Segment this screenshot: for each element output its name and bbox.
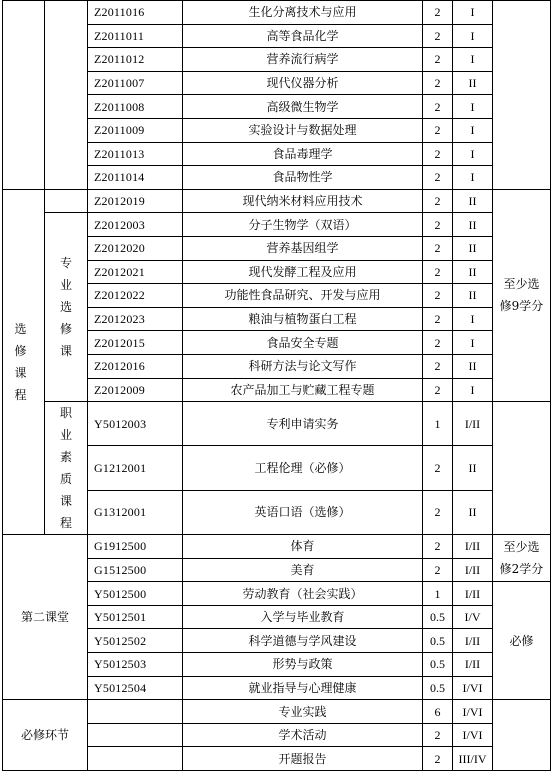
- course-credits: 2: [423, 48, 453, 72]
- course-name: 就业指导与心理健康: [183, 676, 423, 700]
- course-credits: 2: [423, 24, 453, 48]
- category-required-links: 必修环节: [3, 700, 88, 771]
- course-code: [88, 723, 183, 747]
- course-name: 英语口语（选修）: [183, 490, 423, 534]
- course-semester: I/V: [453, 605, 493, 629]
- course-credits: 1: [423, 402, 453, 446]
- course-semester: I/VI: [453, 676, 493, 700]
- course-semester: I: [453, 95, 493, 119]
- course-credits: 2: [423, 213, 453, 237]
- course-code: Y5012503: [88, 653, 183, 677]
- course-code: Z2012019: [88, 189, 183, 213]
- course-semester: III/IV: [453, 747, 493, 771]
- course-credits: 2: [423, 118, 453, 142]
- course-credits: 2: [423, 166, 453, 190]
- course-semester: I: [453, 24, 493, 48]
- course-name: 科学道德与学风建设: [183, 629, 423, 653]
- course-credits: 0.5: [423, 676, 453, 700]
- course-credits: 2: [423, 747, 453, 771]
- course-semester: I/II: [453, 653, 493, 677]
- course-code: Z2011013: [88, 142, 183, 166]
- course-semester: II: [453, 446, 493, 490]
- course-name: 高级微生物学: [183, 95, 423, 119]
- course-credits: 2: [423, 723, 453, 747]
- course-credits: 2: [423, 71, 453, 95]
- remark-blank-top: [493, 1, 551, 190]
- course-semester: I/II: [453, 629, 493, 653]
- course-semester: I/II: [453, 582, 493, 606]
- course-code: Z2012023: [88, 307, 183, 331]
- course-name: 食品安全专题: [183, 331, 423, 355]
- course-name: 入学与毕业教育: [183, 605, 423, 629]
- course-semester: I/II: [453, 402, 493, 446]
- course-code: Y5012501: [88, 605, 183, 629]
- course-semester: I/II: [453, 535, 493, 559]
- course-semester: I: [453, 1, 493, 25]
- course-credits: 2: [423, 95, 453, 119]
- course-semester: II: [453, 260, 493, 284]
- course-name: 生化分离技术与应用: [183, 1, 423, 25]
- course-name: 营养流行病学: [183, 48, 423, 72]
- course-semester: II: [453, 284, 493, 308]
- table-row: [3, 402, 551, 446]
- course-semester: I: [453, 118, 493, 142]
- course-name: 开题报告: [183, 747, 423, 771]
- course-code: G1512500: [88, 558, 183, 582]
- course-code: Z2012022: [88, 284, 183, 308]
- subcategory-major-elective: 专业选修课: [45, 213, 88, 402]
- course-credits: 6: [423, 700, 453, 724]
- course-code: Z2011014: [88, 166, 183, 190]
- course-semester: I/VI: [453, 723, 493, 747]
- course-name: 科研方法与论文写作: [183, 354, 423, 378]
- course-credits: 2: [423, 1, 453, 25]
- course-code: G1912500: [88, 535, 183, 559]
- course-credits: 2: [423, 490, 453, 534]
- course-semester: I: [453, 142, 493, 166]
- course-name: 形势与政策: [183, 653, 423, 677]
- course-name: 工程伦理（必修）: [183, 446, 423, 490]
- course-semester: I: [453, 331, 493, 355]
- course-credits: 2: [423, 378, 453, 402]
- subcategory-blank-upper: [45, 189, 88, 213]
- course-name: 体育: [183, 535, 423, 559]
- course-name: 现代仪器分析: [183, 71, 423, 95]
- category-cell-top-blank: [3, 1, 45, 190]
- course-name: 食品物性学: [183, 166, 423, 190]
- table-row: [3, 535, 551, 559]
- course-name: 分子生物学（双语）: [183, 213, 423, 237]
- course-code: Y5012500: [88, 582, 183, 606]
- course-code: Z2011007: [88, 71, 183, 95]
- course-semester: I: [453, 307, 493, 331]
- table-row: [3, 700, 551, 724]
- course-name: 农产品加工与贮藏工程专题: [183, 378, 423, 402]
- remark-blank-quality: [493, 402, 551, 535]
- category-second-classroom: 第二课堂: [3, 535, 88, 700]
- remark-required: 必修: [493, 582, 551, 700]
- category-elective: 选修课程: [3, 189, 45, 534]
- course-name: 食品毒理学: [183, 142, 423, 166]
- subcategory-professional-quality: 职业素质课程: [45, 402, 88, 535]
- course-name: 现代发酵工程及应用: [183, 260, 423, 284]
- course-credits: 2: [423, 260, 453, 284]
- course-name: 高等食品化学: [183, 24, 423, 48]
- course-code: [88, 700, 183, 724]
- curriculum-table: [2, 0, 551, 771]
- course-name: 功能性食品研究、开发与应用: [183, 284, 423, 308]
- course-semester: II: [453, 354, 493, 378]
- course-code: Z2011011: [88, 24, 183, 48]
- course-semester: II: [453, 490, 493, 534]
- remark-major-min-credits: 至少选修9学分: [493, 189, 551, 401]
- course-name: 粮油与植物蛋白工程: [183, 307, 423, 331]
- course-code: G1212001: [88, 446, 183, 490]
- course-credits: 0.5: [423, 653, 453, 677]
- course-semester: I/II: [453, 558, 493, 582]
- course-credits: 2: [423, 284, 453, 308]
- course-name: 美育: [183, 558, 423, 582]
- course-code: Z2011016: [88, 1, 183, 25]
- table-row: [3, 1, 551, 25]
- course-credits: 2: [423, 189, 453, 213]
- course-credits: 2: [423, 354, 453, 378]
- course-semester: II: [453, 213, 493, 237]
- course-code: Y5012502: [88, 629, 183, 653]
- subcategory-cell-top-blank: [45, 1, 88, 190]
- course-code: [88, 747, 183, 771]
- course-code: Z2011008: [88, 95, 183, 119]
- course-code: Z2012020: [88, 236, 183, 260]
- course-credits: 2: [423, 331, 453, 355]
- course-code: Y5012003: [88, 402, 183, 446]
- course-semester: I/VI: [453, 700, 493, 724]
- remark-blank-required: [493, 700, 551, 771]
- course-code: Z2012003: [88, 213, 183, 237]
- remark-pe-art-min-credits: 至少选修2学分: [493, 535, 551, 582]
- course-code: Z2011009: [88, 118, 183, 142]
- course-name: 专利申请实务: [183, 402, 423, 446]
- course-semester: I: [453, 48, 493, 72]
- course-credits: 2: [423, 558, 453, 582]
- curriculum-table-body: [3, 1, 551, 771]
- course-semester: II: [453, 71, 493, 95]
- course-code: G1312001: [88, 490, 183, 534]
- table-row: [3, 213, 551, 237]
- course-credits: 1: [423, 582, 453, 606]
- course-credits: 2: [423, 307, 453, 331]
- course-code: Z2012015: [88, 331, 183, 355]
- course-credits: 0.5: [423, 605, 453, 629]
- course-code: Z2011012: [88, 48, 183, 72]
- course-credits: 2: [423, 535, 453, 559]
- course-credits: 0.5: [423, 629, 453, 653]
- course-name: 现代纳米材料应用技术: [183, 189, 423, 213]
- course-semester: II: [453, 236, 493, 260]
- table-row: [3, 189, 551, 213]
- course-name: 营养基因组学: [183, 236, 423, 260]
- course-semester: I: [453, 378, 493, 402]
- course-code: Z2012016: [88, 354, 183, 378]
- course-credits: 2: [423, 142, 453, 166]
- course-name: 专业实践: [183, 700, 423, 724]
- course-credits: 2: [423, 236, 453, 260]
- course-credits: 2: [423, 446, 453, 490]
- course-semester: I: [453, 166, 493, 190]
- course-code: Z2012009: [88, 378, 183, 402]
- course-name: 学术活动: [183, 723, 423, 747]
- course-name: 实验设计与数据处理: [183, 118, 423, 142]
- course-code: Z2012021: [88, 260, 183, 284]
- course-name: 劳动教育（社会实践）: [183, 582, 423, 606]
- course-code: Y5012504: [88, 676, 183, 700]
- course-semester: II: [453, 189, 493, 213]
